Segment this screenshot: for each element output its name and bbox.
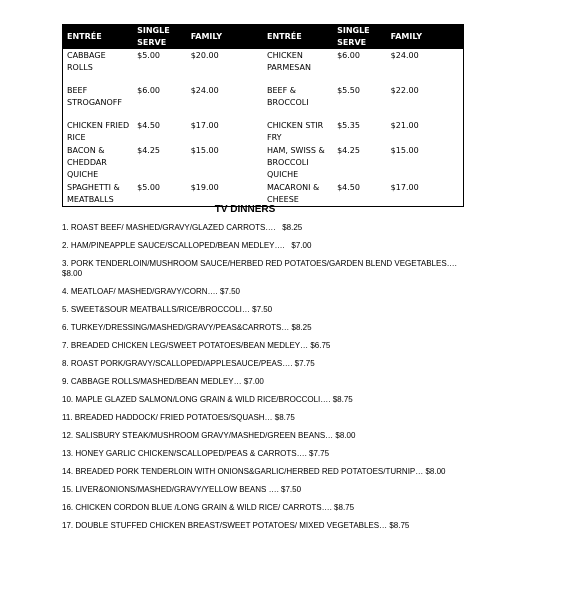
header-family: FAMILY	[187, 25, 263, 50]
list-item: 6. TURKEY/DRESSING/MASHED/GRAVY/PEAS&CARROTS… $8.25	[62, 323, 312, 332]
entree-name: CABBAGE ROLLS	[67, 51, 106, 72]
entree-name: CHICKEN STIR FRY	[266, 121, 324, 142]
list-item: 16. CHICKEN CORDON BLUE /LONG GRAIN & WILD RICE/ CARROTS…. $8.75	[62, 503, 355, 512]
entree-name: CHICKEN FRIED RICE	[67, 121, 130, 142]
single-serve-price: $4.25	[137, 146, 161, 155]
list-item: 14. BREADED PORK TENDERLOIN WITH ONIONS&GARLIC/HERBED RED POTATOES/TURNIP… $8.00	[62, 467, 446, 476]
single-serve-price: $5.50	[337, 86, 360, 95]
header-family-2: FAMILY	[387, 25, 464, 50]
single-serve-price: $6.00	[137, 86, 161, 95]
table-header-row	[63, 25, 464, 50]
header-single-serve: SINGLE SERVE	[133, 25, 187, 50]
entree-name: BACON & CHEDDAR QUICHE	[67, 146, 107, 179]
family-price: $17.00	[390, 183, 419, 192]
tv-dinners-heading: TV DINNERS	[214, 204, 276, 215]
single-serve-price: $5.35	[337, 121, 360, 130]
table-row	[63, 144, 464, 181]
list-item: 13. HONEY GARLIC CHICKEN/SCALLOPED/PEAS & CARROTS…. $7.75	[62, 449, 330, 458]
entree-name: CHICKEN PARMESAN	[266, 51, 311, 72]
family-price: $24.00	[190, 86, 219, 95]
header-entree: ENTRÉE	[63, 25, 134, 50]
family-price: $19.00	[190, 183, 219, 192]
family-price: $21.00	[390, 121, 419, 130]
single-serve-price: $4.50	[137, 121, 161, 130]
entree-name: HAM, SWISS & BROCCOLI QUICHE	[266, 146, 325, 179]
header-entree-2: ENTRÉE	[263, 25, 333, 50]
family-price: $15.00	[390, 146, 419, 155]
family-price: $24.00	[390, 51, 419, 60]
single-serve-price: $4.25	[337, 146, 360, 155]
entree-name: BEEF & BROCCOLI	[266, 86, 309, 107]
list-item: 2. HAM/PINEAPPLE SAUCE/SCALLOPED/BEAN MEDLEY…. $7.00	[62, 241, 312, 250]
family-price: $15.00	[190, 146, 219, 155]
entree-name: BEEF STROGANOFF	[67, 86, 122, 107]
list-item: 10. MAPLE GLAZED SALMON/LONG GRAIN & WILD RICE/BROCCOLI…. $8.75	[62, 395, 353, 404]
list-item: 8. ROAST PORK/GRAVY/SCALLOPED/APPLESAUCE/PEAS…. $7.75	[62, 359, 315, 368]
table-row	[63, 181, 464, 207]
table-row	[63, 49, 464, 84]
list-item: 1. ROAST BEEF/ MASHED/GRAVY/GLAZED CARROTS…. $8.25	[62, 223, 303, 232]
list-item: 11. BREADED HADDOCK/ FRIED POTATOES/SQUASH… $8.75	[62, 413, 295, 422]
entree-price-table	[62, 24, 464, 207]
list-item: 5. SWEET&SOUR MEATBALLS/RICE/BROCCOLI… $7.50	[62, 305, 273, 314]
family-price: $22.00	[390, 86, 419, 95]
list-item: 3. PORK TENDERLOIN/MUSHROOM SAUCE/HERBED RED POTATOES/GARDEN BLEND VEGETABLES…. $8.00	[62, 259, 460, 278]
tv-dinners-list	[62, 223, 462, 531]
table-row	[63, 84, 464, 119]
list-item: 17. DOUBLE STUFFED CHICKEN BREAST/SWEET POTATOES/ MIXED VEGETABLES… $8.75	[62, 521, 410, 530]
entree-name: SPAGHETTI & MEATBALLS	[67, 183, 120, 204]
list-item: 12. SALISBURY STEAK/MUSHROOM GRAVY/MASHED/GREEN BEANS… $8.00	[62, 431, 356, 440]
list-item: 15. LIVER&ONIONS/MASHED/GRAVY/YELLOW BEANS …. $7.50	[62, 485, 302, 494]
single-serve-price: $5.00	[137, 51, 161, 60]
list-item: 9. CABBAGE ROLLS/MASHED/BEAN MEDLEY… $7.00	[62, 377, 264, 386]
list-item: 7. BREADED CHICKEN LEG/SWEET POTATOES/BEAN MEDLEY… $6.75	[62, 341, 331, 350]
single-serve-price: $4.50	[337, 183, 360, 192]
family-price: $20.00	[190, 51, 219, 60]
single-serve-price: $6.00	[337, 51, 360, 60]
entree-name: MACARONI & CHEESE	[266, 183, 320, 204]
single-serve-price: $5.00	[137, 183, 161, 192]
header-single-serve-2: SINGLE SERVE	[333, 25, 387, 50]
table-row	[63, 119, 464, 144]
family-price: $17.00	[190, 121, 219, 130]
list-item: 4. MEATLOAF/ MASHED/GRAVY/CORN…. $7.50	[62, 287, 240, 296]
